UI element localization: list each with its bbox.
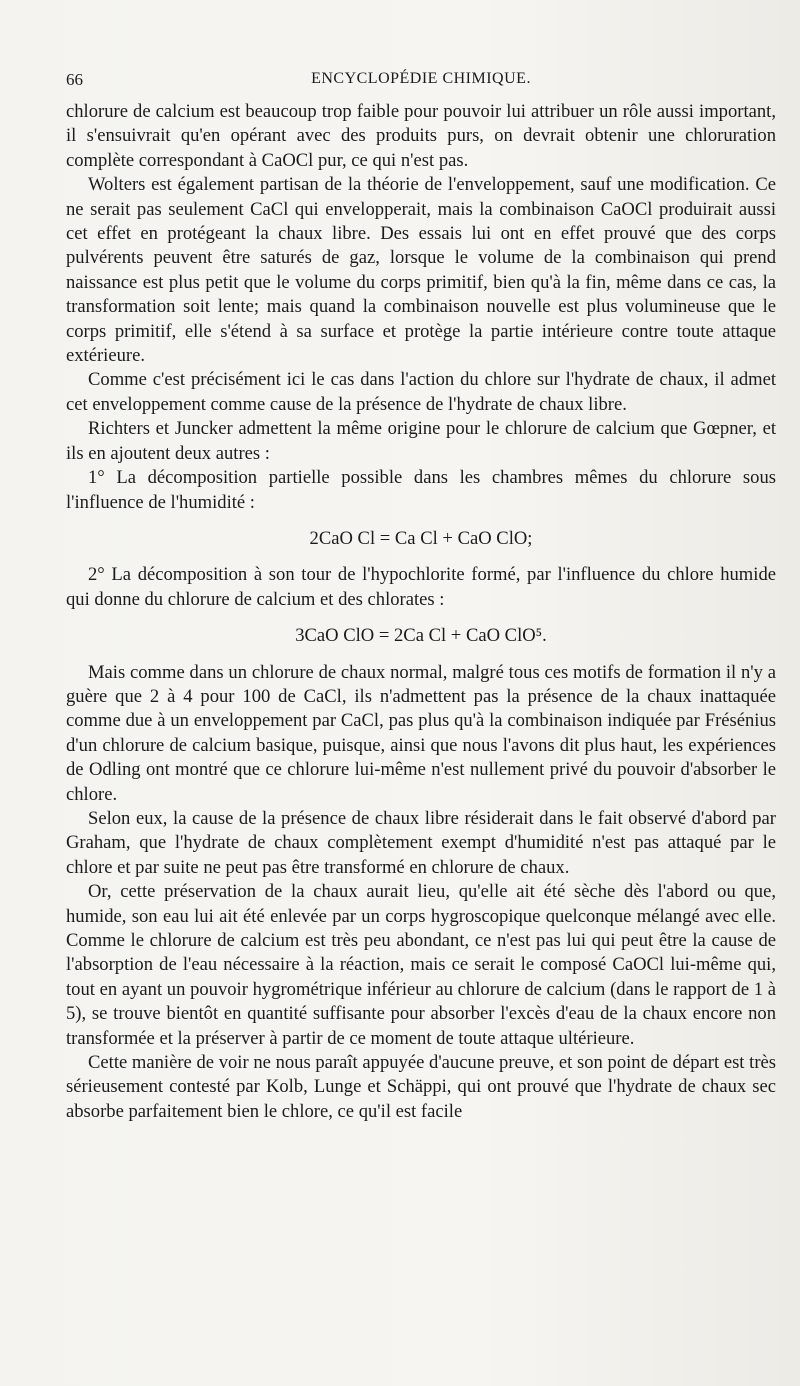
paragraph: Selon eux, la cause de la présence de chaux libre résiderait dans le fait observé d'abord par Graham, que l'hydrate de chaux complètement exempt d'humidité n'est pas attaqué par le chlore et par suite ne peut pas être transformé en chlorure de chaux. xyxy=(66,807,776,878)
paragraph: 1° La décomposition partielle possible dans les chambres mêmes du chlorure sous l'influence de l'humidité : xyxy=(66,467,776,513)
paragraph: Comme c'est précisément ici le cas dans l'action du chlore sur l'hydrate de chaux, il admet cet enveloppement comme cause de la présence de l'hydrate de chaux libre. xyxy=(66,369,776,415)
paragraph: Cette manière de voir ne nous paraît appuyée d'aucune preuve, et son point de départ est très sérieusement contesté par Kolb, Lunge et Schäppi, qui ont prouvé que l'hydrate de chaux sec absorbe parfaitement bien le chlore, ce qu'il est facile xyxy=(66,1052,776,1122)
running-title: ENCYCLOPÉDIE CHIMIQUE. xyxy=(311,70,531,87)
formula: 3CaO ClO = 2Ca Cl + CaO ClO⁵. xyxy=(295,625,547,647)
page-body xyxy=(66,100,776,1124)
formula: 2CaO Cl = Ca Cl + CaO ClO; xyxy=(309,527,533,549)
paragraph: Mais comme dans un chlorure de chaux normal, malgré tous ces motifs de formation il n'y a guère que 2 à 4 pour 100 de CaCl, ils n'admettent pas la présence de la chaux inattaquée comme due à un enveloppement par CaCl, pas plus qu'à la combinaison indiquée par Frésénius d'un chlorure de calcium basique, puisque, ainsi que nous l'avons dit plus haut, les expériences de Odling ont montré que ce chlorure lui-même n'est nullement privé du pouvoir d'absorber le chlore. xyxy=(66,661,776,805)
paragraph: 2° La décomposition à son tour de l'hypochlorite formé, par l'influence du chlore humide qui donne du chlorure de calcium et des chlorates : xyxy=(66,564,776,610)
paragraph: Richters et Juncker admettent la même origine pour le chlorure de calcium que Gœpner, et ils en ajoutent deux autres : xyxy=(66,418,776,464)
paragraph: Wolters est également partisan de la théorie de l'enveloppement, sauf une modification. Ce ne serait pas seulement CaCl qui envelopperait, mais la combinaison CaOCl produirait aussi cet effet en protégeant la chaux libre. Des essais lui ont en effet prouvé que des corps pulvérents peuvent être saturés de gaz, lorsque le volume de la combinaison qui prend naissance est plus petit que le volume du corps primitif, bien qu'à la fin, même dans ce cas, la transformation soit lente; mais quand la combinaison nouvelle est plus volumineuse que le corps primitif, elle s'étend à sa surface et protège la partie intérieure contre toute attaque extérieure. xyxy=(66,174,776,367)
paragraph: chlorure de calcium est beaucoup trop faible pour pouvoir lui attribuer un rôle aussi important, il s'ensuivrait qu'en opérant avec des produits purs, on devrait obtenir une chloruration complète correspondant à CaOCl pur, ce qui n'est pas. xyxy=(66,101,776,171)
page-header xyxy=(66,70,776,94)
paragraph: Or, cette préservation de la chaux aurait lieu, qu'elle ait été sèche dès l'abord ou que, humide, son eau lui ait été enlevée par un corps hygroscopique quelconque mélangé avec elle. Comme le chlorure de calcium est très peu abondant, ce n'est pas lui qui peut être la cause de l'absorption de l'eau nécessaire à la réaction, mais ce serait le composé CaOCl lui-même qui, tout en ayant un pouvoir hygrométrique inférieur au chlorure de calcium (dans le rapport de 1 à 5), se trouve bientôt en quantité suffisante pour absorber l'excès d'eau de la chaux encore non transformée et la préserver à partir de ce moment de toute attaque ultérieure. xyxy=(66,881,776,1049)
page-number: 66 xyxy=(66,70,83,89)
